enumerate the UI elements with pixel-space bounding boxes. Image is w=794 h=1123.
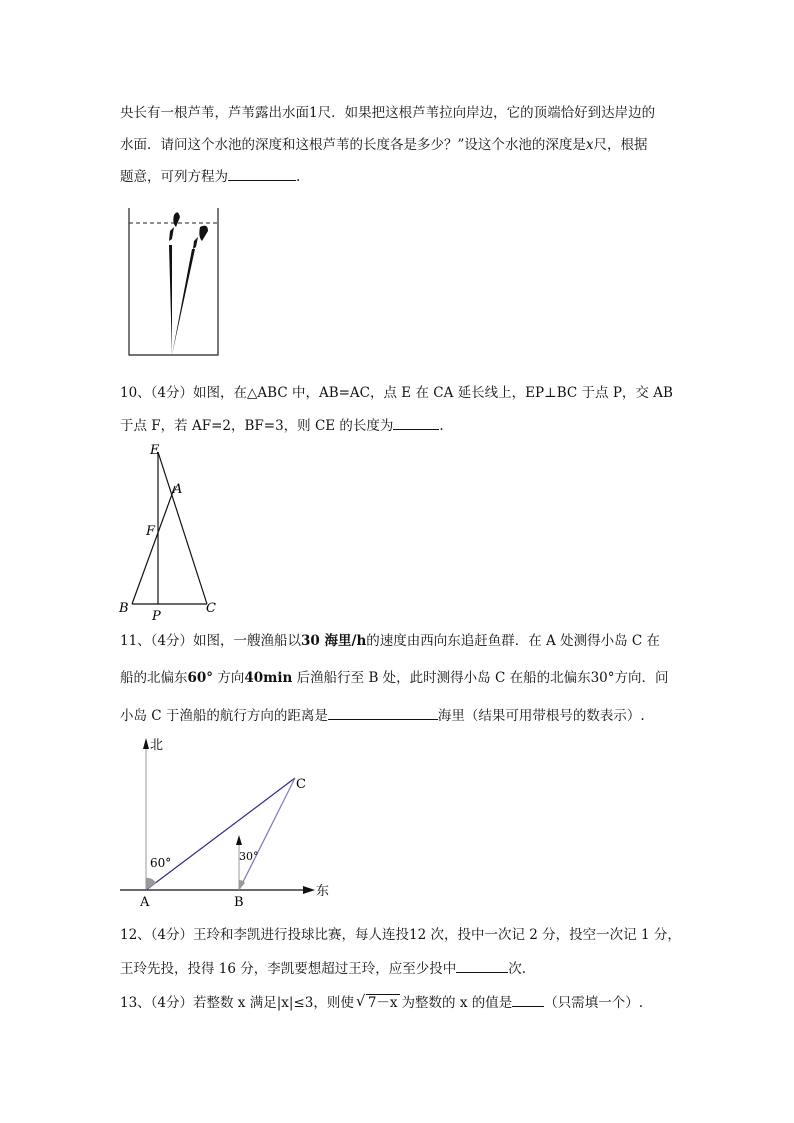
answer-blank[interactable] bbox=[328, 705, 438, 720]
problem12-line2: 王玲先投，投得 16 分，李凯要想超过王玲，应至少投中 次. bbox=[120, 958, 526, 978]
label-F: F bbox=[146, 524, 156, 539]
answer-blank[interactable] bbox=[393, 415, 439, 430]
problem12-line1: 12、（4分）王玲和李凯进行投球比赛，每人连投12 次，投中一次记 2 分，投空一次记 1 分， bbox=[120, 927, 681, 943]
label-P: P bbox=[152, 609, 161, 624]
problem11-line3: 小岛 C 于渔船的航行方向的距离是 海里（结果可用带根号的数表示）. bbox=[120, 705, 645, 725]
problem11-line1: 11、（4分）如图，一艘渔船以30 海里/h的速度由西向东追赶鱼群．在 A 处测得小岛 C 在 bbox=[120, 633, 661, 649]
problem11-line2: 船的北偏东60° 方向40min 后渔船行至 B 处，此时测得小岛 C 在船的北偏东30°方向．问 bbox=[120, 670, 669, 686]
pond-reed-figure bbox=[128, 205, 220, 357]
variable-x: x bbox=[585, 137, 594, 153]
label-angle30: 30° bbox=[239, 850, 259, 863]
answer-blank[interactable] bbox=[456, 958, 508, 973]
label-A: A bbox=[173, 482, 183, 497]
navigation-figure bbox=[115, 735, 335, 910]
problem10-line1: 10、（4分）如图，在△ABC 中，AB=AC，点 E 在 CA 延长线上，EP⊥BC 于点 P，交 AB bbox=[120, 385, 673, 401]
answer-blank[interactable] bbox=[512, 992, 544, 1007]
answer-blank[interactable] bbox=[228, 166, 296, 181]
label-B: B bbox=[234, 895, 244, 910]
label-angle60: 60° bbox=[150, 856, 172, 870]
label-B: B bbox=[119, 601, 129, 616]
problem9-line2: 水面．请问这个水池的深度和这根芦苇的长度各是多少？”设这个水池的深度是x尺，根据 bbox=[120, 137, 648, 153]
triangle-figure bbox=[115, 440, 225, 622]
label-A: A bbox=[140, 895, 150, 910]
label-C: C bbox=[296, 777, 306, 792]
label-E: E bbox=[150, 443, 160, 458]
problem13-line1: 13、（4分）若整数 x 满足|x|≤3，则使 √ 7－x 为整数的 x 的值是 （只需填一个）. bbox=[120, 992, 644, 1011]
problem10-line2: 于点 F，若 AF=2，BF=3，则 CE 的长度为 . bbox=[120, 415, 444, 435]
square-root: √ 7－x bbox=[355, 992, 398, 1011]
problem9-line3: 题意，可列方程为 . bbox=[120, 166, 300, 186]
label-north: 北 bbox=[150, 738, 164, 753]
label-C: C bbox=[206, 601, 216, 616]
label-east: 东 bbox=[316, 884, 330, 899]
problem9-line1: 央长有一根芦苇，芦苇露出水面1尺．如果把这根芦苇拉向岸边，它的顶端恰好到达岸边的 bbox=[120, 105, 656, 121]
